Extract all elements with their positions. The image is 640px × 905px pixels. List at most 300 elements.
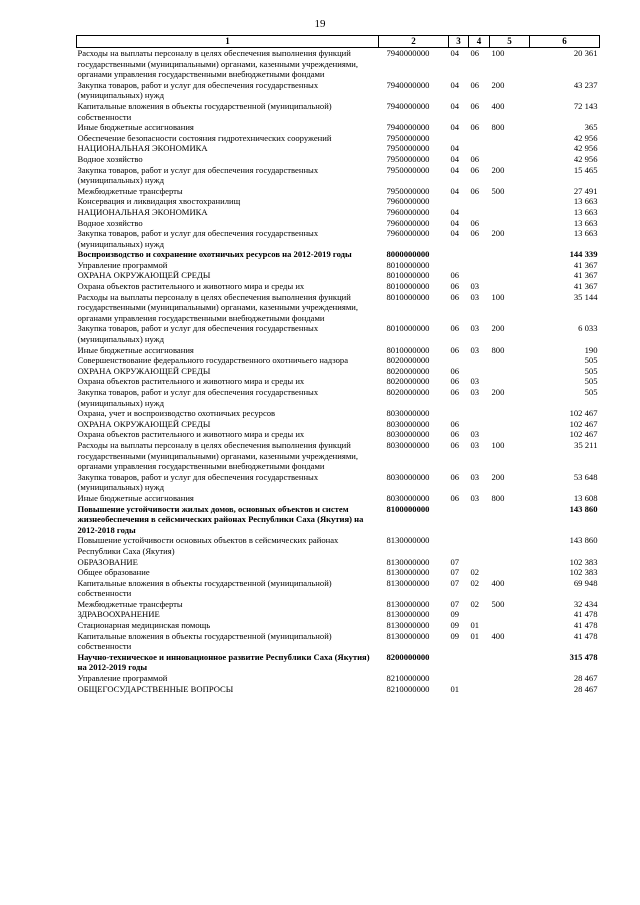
table-row (77, 48, 600, 80)
row-target-code: 8130000000 (386, 577, 430, 588)
row-name: Воспроизводство и сохранение охотничьих ресурсов на 2012-2019 годы (77, 249, 352, 260)
row-target-code: 7950000000 (386, 143, 430, 154)
row-section-code: 04 (450, 185, 460, 196)
row-target-code: 8130000000 (386, 598, 430, 609)
row-expense-type-code (490, 366, 530, 377)
row-subsection-code: 06 (470, 122, 480, 133)
row-subsection-code: 03 (470, 492, 480, 503)
table-row (77, 419, 600, 430)
table-row (77, 567, 600, 578)
row-expense-type-code: 200 (491, 387, 505, 397)
row-expense-type-code: 800 (491, 122, 505, 133)
row-target-code: 7950000000 (386, 132, 430, 143)
table-row (77, 504, 600, 536)
row-subsection-code: 02 (470, 598, 480, 609)
row-section-code: 06 (450, 323, 460, 334)
row-amount: 102 467 (569, 408, 598, 419)
row-expense-type-code: 400 (491, 630, 505, 641)
row-name: Капитальные вложения в объекты государственной (муниципальной) собственности (77, 577, 332, 599)
row-amount: 102 383 (569, 567, 598, 578)
row-section-code: 07 (450, 598, 460, 609)
row-target-code: 7950000000 (386, 185, 430, 196)
row-subsection-code (469, 270, 490, 281)
row-expense-type-code (490, 419, 530, 430)
row-subsection-code: 06 (470, 164, 480, 175)
row-subsection-code: 06 (470, 153, 480, 164)
row-section-code: 06 (450, 376, 460, 387)
row-section-code (449, 535, 469, 556)
row-name: Обеспечение безопасности состояния гидротехнических сооружений (77, 132, 332, 143)
row-amount: 365 (584, 122, 598, 133)
row-expense-type-code (490, 133, 530, 144)
row-section-code: 09 (450, 609, 460, 620)
row-amount: 43 237 (573, 79, 598, 90)
table-row (77, 429, 600, 440)
row-expense-type-code (490, 504, 530, 536)
row-amount: 41 367 (573, 281, 598, 292)
row-target-code: 8010000000 (386, 281, 430, 292)
page-number: 19 (314, 18, 326, 30)
row-amount: 102 467 (569, 418, 598, 429)
row-expense-type-code (490, 376, 530, 387)
row-expense-type-code: 500 (491, 185, 505, 196)
row-section-code: 06 (450, 270, 460, 281)
row-name: Закупка товаров, работ и услуг для обеспечения государственных (муниципальных) нужд (77, 387, 319, 408)
table-row (77, 249, 600, 260)
row-name: Закупка товаров, работ и услуг для обеспечения государственных (муниципальных) нужд (77, 471, 319, 493)
table-row (77, 684, 600, 695)
table-row (77, 260, 600, 271)
row-target-code: 8030000000 (386, 492, 430, 503)
row-expense-type-code (490, 429, 530, 440)
table-row (77, 207, 600, 218)
row-name: НАЦИОНАЛЬНАЯ ЭКОНОМИКА (77, 143, 208, 154)
row-target-code: 8200000000 (386, 651, 430, 662)
row-subsection-code: 02 (470, 567, 480, 578)
row-amount: 505 (584, 355, 598, 366)
row-name: ОХРАНА ОКРУЖАЮЩЕЙ СРЕДЫ (77, 365, 211, 376)
row-expense-type-code: 800 (491, 492, 505, 503)
row-subsection-code: 03 (470, 429, 480, 440)
row-section-code: 01 (450, 683, 460, 694)
row-subsection-code (469, 196, 490, 207)
table-row (77, 196, 600, 207)
row-expense-type-code (490, 218, 530, 229)
row-target-code: 8020000000 (386, 376, 430, 387)
table-row (77, 652, 600, 673)
row-target-code: 8210000000 (386, 673, 430, 684)
row-subsection-code (469, 504, 490, 536)
row-amount: 505 (584, 376, 598, 387)
table-row (77, 387, 600, 408)
table-row (77, 281, 600, 292)
table-row (77, 165, 600, 186)
row-name: Расходы на выплаты персоналу в целях обеспечения выполнения функций государственными (муниципальными) органами, казенными учреждениями, органами управления государственными внебюджетными фондами (77, 48, 359, 80)
table-row (77, 323, 600, 344)
row-target-code: 8030000000 (386, 439, 430, 450)
row-subsection-code: 03 (470, 281, 480, 292)
row-section-code: 04 (450, 143, 460, 154)
row-amount: 35 144 (573, 291, 598, 302)
row-amount: 505 (584, 365, 598, 376)
table-row (77, 345, 600, 356)
row-amount: 69 948 (573, 577, 598, 588)
row-expense-type-code (490, 620, 530, 631)
row-expense-type-code (490, 281, 530, 292)
row-section-code: 07 (450, 556, 460, 567)
table-row (77, 355, 600, 366)
row-target-code: 8130000000 (386, 567, 430, 578)
row-amount: 143 860 (569, 535, 598, 546)
table-row (77, 366, 600, 377)
row-subsection-code (469, 260, 490, 271)
row-section-code (449, 652, 469, 673)
row-subsection-code: 06 (470, 228, 480, 239)
column-header: 1 (77, 36, 379, 48)
row-name: Охрана объектов растительного и животного мира и среды их (77, 281, 305, 292)
row-name: Водное хозяйство (77, 153, 143, 164)
row-target-code: 8030000000 (386, 471, 430, 482)
row-name: ОХРАНА ОКРУЖАЮЩЕЙ СРЕДЫ (77, 418, 211, 429)
column-header: 4 (469, 36, 490, 48)
row-expense-type-code: 200 (491, 164, 505, 175)
row-target-code: 8210000000 (386, 683, 430, 694)
row-subsection-code (469, 557, 490, 568)
row-target-code: 8010000000 (386, 259, 430, 270)
row-subsection-code: 06 (470, 79, 480, 90)
row-target-code: 8020000000 (386, 387, 430, 397)
table-row (77, 154, 600, 165)
row-section-code (449, 673, 469, 684)
row-name: Капитальные вложения в объекты государственной (муниципальной) собственности (77, 100, 332, 122)
row-expense-type-code: 200 (491, 79, 505, 90)
row-target-code: 7960000000 (386, 228, 430, 239)
row-section-code (449, 249, 469, 260)
row-name: Иные бюджетные ассигнования (77, 492, 194, 503)
row-subsection-code (469, 207, 490, 218)
row-name: Научно-техническое и инновационное развитие Республики Саха (Якутия) на 2012-2019 годы (77, 651, 370, 673)
row-section-code (449, 504, 469, 536)
table-row (77, 620, 600, 631)
row-expense-type-code (490, 196, 530, 207)
row-target-code: 8030000000 (386, 429, 430, 440)
row-name: Повышение устойчивости основных объектов в сейсмических районах Республики Саха (Якутия) (77, 535, 339, 556)
table-row (77, 609, 600, 620)
row-subsection-code: 03 (470, 376, 480, 387)
row-expense-type-code (490, 270, 530, 281)
row-subsection-code: 02 (470, 577, 480, 588)
row-expense-type-code: 200 (491, 471, 505, 482)
row-amount: 15 465 (573, 164, 598, 175)
row-amount: 53 648 (573, 471, 598, 482)
row-amount: 72 143 (573, 100, 598, 111)
row-name: Охрана объектов растительного и животного мира и среды их (77, 429, 305, 440)
row-target-code: 8030000000 (386, 418, 430, 429)
row-section-code: 07 (450, 567, 460, 578)
row-expense-type-code (490, 673, 530, 684)
row-name: Повышение устойчивости жилых домов, основных объектов и систем жизнеобеспечения в сейсмических районах Республики Саха (Якутия) на 2012-2018 годы (77, 503, 364, 535)
row-amount: 315 478 (569, 651, 598, 662)
row-subsection-code: 03 (470, 344, 480, 355)
row-name: Расходы на выплаты персоналу в целях обеспечения выполнения функций государственными (муниципальными) органами, казенными учреждениями, органами управления государственными внебюджетными фондами (77, 291, 359, 323)
row-subsection-code: 06 (470, 48, 480, 58)
row-name: ЗДРАВООХРАНЕНИЕ (77, 609, 160, 620)
row-name: Межбюджетные трансферты (77, 185, 183, 196)
row-section-code: 06 (450, 387, 460, 397)
row-amount: 505 (584, 387, 598, 397)
row-target-code: 7940000000 (386, 48, 430, 58)
row-name: Совершенствование федерального государственного охотничьего надзора (77, 355, 349, 366)
table-row (77, 578, 600, 599)
row-subsection-code (469, 408, 490, 419)
row-target-code: 8010000000 (386, 291, 430, 302)
row-name: Капитальные вложения в объекты государственной (муниципальной) собственности (77, 630, 332, 652)
row-name: Общее образование (77, 567, 150, 578)
row-target-code: 8020000000 (386, 355, 430, 366)
row-expense-type-code (490, 652, 530, 673)
row-amount: 42 956 (573, 153, 598, 164)
row-section-code: 04 (450, 217, 460, 228)
row-amount: 41 478 (573, 609, 598, 620)
row-subsection-code (469, 535, 490, 556)
row-name: Управление программой (77, 673, 168, 684)
table-row (77, 122, 600, 133)
row-section-code: 06 (450, 429, 460, 440)
row-amount: 27 491 (573, 185, 598, 196)
row-expense-type-code (490, 143, 530, 154)
row-name: Иные бюджетные ассигнования (77, 122, 194, 133)
row-subsection-code: 06 (470, 217, 480, 228)
table-row (77, 376, 600, 387)
row-target-code: 7960000000 (386, 206, 430, 217)
row-subsection-code: 03 (470, 291, 480, 302)
row-subsection-code (469, 249, 490, 260)
row-name: Межбюджетные трансферты (77, 598, 183, 609)
row-name: Расходы на выплаты персоналу в целях обеспечения выполнения функций государственными (муниципальными) органами, казенными учреждениями, органами управления государственными внебюджетными фондами (77, 439, 359, 472)
row-name: ОБЩЕГОСУДАРСТВЕННЫЕ ВОПРОСЫ (77, 683, 234, 694)
table-row (77, 143, 600, 154)
row-section-code (449, 196, 469, 207)
row-target-code: 8010000000 (386, 270, 430, 281)
row-subsection-code: 03 (470, 323, 480, 334)
column-header: 3 (449, 36, 469, 48)
row-target-code: 7950000000 (386, 164, 430, 175)
row-amount: 102 383 (569, 556, 598, 567)
row-expense-type-code (490, 557, 530, 568)
row-amount: 102 467 (569, 429, 598, 440)
table-row (77, 440, 600, 472)
row-section-code: 06 (450, 281, 460, 292)
row-name: Закупка товаров, работ и услуг для обеспечения государственных (муниципальных) нужд (77, 323, 319, 345)
row-subsection-code (469, 366, 490, 377)
column-header: 6 (530, 36, 600, 48)
row-target-code: 8000000000 (386, 249, 430, 260)
row-target-code: 7960000000 (386, 217, 430, 228)
row-expense-type-code (490, 408, 530, 419)
table-row (77, 270, 600, 281)
table-row (77, 186, 600, 197)
row-name: Стационарная медицинская помощь (77, 620, 211, 631)
row-target-code: 7940000000 (386, 100, 430, 111)
row-name: Водное хозяйство (77, 217, 143, 228)
table-row (77, 80, 600, 101)
row-target-code: 7950000000 (386, 153, 430, 164)
row-expense-type-code (490, 355, 530, 366)
column-header: 5 (490, 36, 530, 48)
row-target-code: 8010000000 (386, 344, 430, 355)
table-row (77, 557, 600, 568)
row-target-code: 8130000000 (386, 535, 430, 546)
row-name: Закупка товаров, работ и услуг для обеспечения государственных (муниципальных) нужд (77, 79, 319, 101)
row-name: Консервация и ликвидация хвостохранилищ (77, 196, 241, 207)
row-amount: 41 367 (573, 259, 598, 270)
row-section-code: 06 (450, 492, 460, 503)
row-subsection-code: 01 (470, 620, 480, 631)
row-subsection-code (469, 419, 490, 430)
budget-table (76, 35, 600, 694)
row-amount: 13 663 (573, 206, 598, 217)
row-section-code: 09 (450, 630, 460, 641)
row-expense-type-code (490, 567, 530, 578)
row-expense-type-code: 400 (491, 577, 505, 588)
row-amount: 13 663 (573, 228, 598, 239)
row-expense-type-code: 100 (491, 291, 505, 302)
row-expense-type-code (490, 609, 530, 620)
row-amount: 41 478 (573, 630, 598, 641)
table-row (77, 408, 600, 419)
row-section-code: 06 (450, 344, 460, 355)
row-amount: 35 211 (574, 439, 598, 450)
row-target-code: 8020000000 (386, 365, 430, 376)
row-name: Управление программой (77, 259, 168, 270)
table-row (77, 218, 600, 229)
row-expense-type-code: 100 (491, 439, 505, 450)
row-amount: 13 663 (573, 217, 598, 228)
row-section-code (449, 355, 469, 366)
row-target-code: 8010000000 (386, 323, 430, 334)
table-row (77, 493, 600, 504)
row-expense-type-code: 400 (491, 100, 505, 111)
row-target-code: 8130000000 (386, 620, 430, 631)
table-row (77, 535, 600, 556)
row-section-code: 04 (450, 206, 460, 217)
table-row (77, 101, 600, 122)
row-amount: 42 956 (573, 143, 598, 154)
table-header-row (77, 36, 600, 48)
table-body (77, 48, 600, 695)
row-name: Закупка товаров, работ и услуг для обеспечения государственных (муниципальных) нужд (77, 164, 319, 186)
row-subsection-code (469, 684, 490, 695)
row-amount: 41 478 (573, 620, 598, 631)
row-subsection-code: 01 (470, 630, 480, 641)
row-section-code: 04 (450, 153, 460, 164)
row-amount: 143 860 (569, 503, 598, 514)
row-expense-type-code: 200 (491, 323, 505, 334)
row-name: ОБРАЗОВАНИЕ (77, 556, 138, 567)
row-amount: 32 434 (573, 598, 598, 609)
row-subsection-code: 03 (470, 471, 480, 482)
row-expense-type-code: 100 (491, 48, 505, 58)
row-section-code: 06 (450, 439, 460, 450)
row-name: Охрана, учет и воспроизводство охотничьих ресурсов (77, 408, 276, 419)
row-name: Иные бюджетные ассигнования (77, 344, 194, 355)
row-section-code: 04 (450, 79, 460, 90)
table-row (77, 599, 600, 610)
row-subsection-code (469, 133, 490, 144)
row-subsection-code: 06 (470, 185, 480, 196)
table-row (77, 292, 600, 324)
row-section-code: 06 (450, 365, 460, 376)
row-amount: 28 467 (573, 683, 598, 694)
row-name: Закупка товаров, работ и услуг для обеспечения государственных (муниципальных) нужд (77, 228, 319, 249)
row-amount: 13 663 (573, 196, 598, 207)
row-name: Охрана объектов растительного и животного мира и среды их (77, 376, 305, 387)
row-subsection-code: 06 (470, 100, 480, 111)
row-section-code: 06 (450, 291, 460, 302)
row-amount: 13 608 (573, 492, 598, 503)
row-subsection-code (469, 143, 490, 154)
row-name: ОХРАНА ОКРУЖАЮЩЕЙ СРЕДЫ (77, 270, 211, 281)
row-section-code: 06 (450, 471, 460, 482)
row-target-code: 8100000000 (386, 503, 430, 514)
row-section-code (449, 133, 469, 144)
table-row (77, 673, 600, 684)
row-section-code: 04 (450, 228, 460, 239)
row-expense-type-code (490, 154, 530, 165)
row-section-code: 04 (450, 48, 460, 58)
row-expense-type-code (490, 684, 530, 695)
row-target-code: 7960000000 (386, 196, 430, 207)
row-section-code: 09 (450, 620, 460, 631)
table-row (77, 631, 600, 652)
row-amount: 28 467 (573, 673, 598, 684)
row-subsection-code: 03 (470, 387, 480, 397)
row-target-code: 7940000000 (386, 122, 430, 133)
row-expense-type-code: 800 (491, 344, 505, 355)
table-row (77, 133, 600, 144)
row-section-code: 04 (450, 122, 460, 133)
row-subsection-code (469, 355, 490, 366)
row-section-code (449, 408, 469, 419)
row-name: НАЦИОНАЛЬНАЯ ЭКОНОМИКА (77, 206, 208, 217)
row-section-code (449, 260, 469, 271)
row-subsection-code (469, 609, 490, 620)
row-expense-type-code (490, 260, 530, 271)
row-target-code: 8030000000 (386, 408, 430, 419)
row-amount: 42 956 (573, 132, 598, 143)
row-section-code: 06 (450, 418, 460, 429)
row-amount: 144 339 (569, 249, 598, 260)
row-subsection-code: 03 (470, 439, 480, 450)
row-section-code: 04 (450, 164, 460, 175)
row-expense-type-code (490, 249, 530, 260)
row-target-code: 8130000000 (386, 556, 430, 567)
row-amount: 41 367 (573, 270, 598, 281)
column-header: 2 (379, 36, 449, 48)
row-amount: 20 361 (573, 48, 598, 58)
row-amount: 190 (584, 344, 598, 355)
row-section-code: 04 (450, 100, 460, 111)
row-amount: 6 033 (578, 323, 598, 334)
row-expense-type-code: 200 (491, 228, 505, 239)
row-expense-type-code (490, 535, 530, 556)
row-section-code: 07 (450, 577, 460, 588)
row-subsection-code (469, 652, 490, 673)
table-row (77, 472, 600, 493)
row-expense-type-code (490, 207, 530, 218)
row-target-code: 8130000000 (386, 609, 430, 620)
row-target-code: 7940000000 (386, 79, 430, 90)
